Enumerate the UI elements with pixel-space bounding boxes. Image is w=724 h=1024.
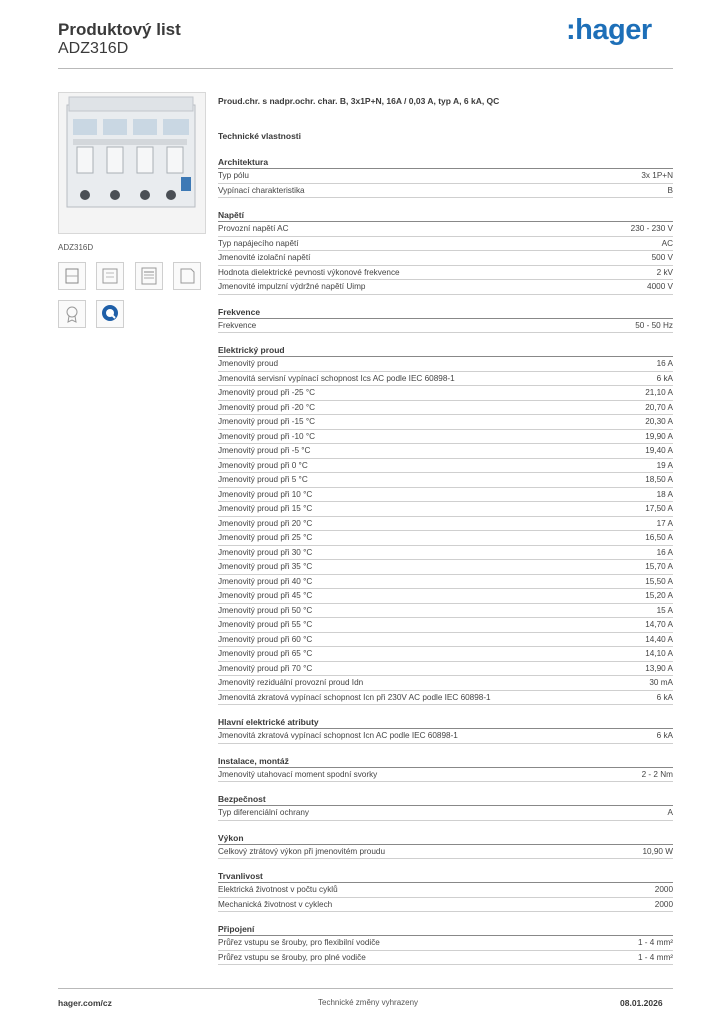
spec-row bbox=[218, 604, 673, 619]
spec-value: 6 kA bbox=[656, 373, 673, 383]
spec-value: 15,50 A bbox=[645, 576, 673, 586]
page-title: Produktový list bbox=[58, 20, 181, 39]
spec-row bbox=[218, 266, 673, 281]
spec-section bbox=[218, 871, 673, 912]
spec-row bbox=[218, 845, 673, 860]
footer-date: 08.01.2026 bbox=[620, 998, 663, 1008]
datasheet-icon[interactable] bbox=[135, 262, 163, 290]
spec-value: 10,90 W bbox=[642, 846, 673, 856]
spec-section bbox=[218, 717, 673, 744]
spec-label: Jmenovitý proud při 30 °C bbox=[218, 547, 313, 557]
footer-disclaimer: Technické změny vyhrazeny bbox=[318, 998, 419, 1007]
spec-row bbox=[218, 560, 673, 575]
quality-mark-icon[interactable] bbox=[96, 300, 124, 328]
section-title: Elektrický proud bbox=[218, 345, 673, 357]
spec-row bbox=[218, 357, 673, 372]
spec-value: 2000 bbox=[654, 899, 673, 909]
spec-value: 14,10 A bbox=[645, 649, 673, 658]
spec-section bbox=[218, 833, 673, 860]
spec-label: Jmenovitý proud při 50 °C bbox=[218, 605, 313, 615]
spec-label: Jmenovitý proud při -5 °C bbox=[218, 446, 311, 455]
footer-divider bbox=[58, 988, 673, 989]
spec-row bbox=[218, 662, 673, 677]
spec-label: Jmenovitý proud při 0 °C bbox=[218, 460, 308, 470]
spec-label: Jmenovitý proud při 5 °C bbox=[218, 475, 308, 484]
spec-label: Jmenovitý utahovací moment spodní svorky bbox=[218, 769, 378, 779]
spec-row bbox=[218, 184, 673, 199]
spec-row bbox=[218, 768, 673, 783]
wiring-diagram-icon[interactable] bbox=[96, 262, 124, 290]
spec-value: 2 kV bbox=[656, 267, 673, 277]
section-title: Architektura bbox=[218, 157, 673, 169]
product-description: Proud.chr. s nadpr.ochr. char. B, 3x1P+N, 16A / 0,03 A, typ A, 6 kA, QC bbox=[218, 96, 500, 106]
technical-properties-heading: Technické vlastnosti bbox=[218, 131, 301, 141]
spec-row bbox=[218, 488, 673, 503]
spec-value: 16 A bbox=[656, 359, 673, 368]
spec-value: 1 - 4 mm² bbox=[637, 952, 673, 962]
spec-label: Jmenovitý proud při 15 °C bbox=[218, 504, 313, 513]
spec-section bbox=[218, 157, 673, 198]
section-title: Hlavní elektrické atributy bbox=[218, 717, 673, 729]
spec-label: Jmenovitý reziduální provozní proud Idn bbox=[218, 678, 364, 687]
spec-label: Frekvence bbox=[218, 320, 257, 330]
spec-value: 16 A bbox=[656, 547, 673, 557]
spec-label: Jmenovité izolační napětí bbox=[218, 253, 311, 262]
spec-row bbox=[218, 444, 673, 459]
spec-label: Jmenovitý proud při -10 °C bbox=[218, 431, 316, 441]
spec-section bbox=[218, 307, 673, 334]
spec-label: Jmenovitý proud při 45 °C bbox=[218, 591, 313, 600]
spec-value: 2 - 2 Nm bbox=[641, 769, 673, 779]
spec-row bbox=[218, 502, 673, 517]
spec-row bbox=[218, 401, 673, 416]
spec-row bbox=[218, 589, 673, 604]
section-title: Trvanlivost bbox=[218, 871, 673, 883]
spec-row bbox=[218, 691, 673, 706]
spec-row bbox=[218, 575, 673, 590]
spec-row bbox=[218, 898, 673, 913]
header-divider bbox=[58, 68, 673, 69]
spec-label: Jmenovitý proud při 60 °C bbox=[218, 634, 313, 644]
spec-label: Jmenovitý proud při 10 °C bbox=[218, 489, 313, 499]
spec-row bbox=[218, 319, 673, 334]
spec-table bbox=[218, 157, 673, 977]
spec-label: Jmenovitý proud při -20 °C bbox=[218, 402, 316, 412]
spec-label: Hodnota dielektrické pevnosti výkonové frekvence bbox=[218, 267, 400, 277]
spec-value: 230 - 230 V bbox=[630, 224, 673, 233]
spec-row bbox=[218, 618, 673, 633]
spec-row bbox=[218, 430, 673, 445]
spec-label: Jmenovitá zkratová vypínací schopnost Icn při 230V AC podle IEC 60898-1 bbox=[218, 692, 491, 702]
product-code: ADZ316D bbox=[58, 40, 129, 57]
spec-value: 50 - 50 Hz bbox=[635, 320, 673, 330]
spec-label: Jmenovitý proud při -25 °C bbox=[218, 388, 316, 397]
spec-value: 15,20 A bbox=[645, 591, 673, 600]
spec-section bbox=[218, 210, 673, 295]
spec-value: 17,50 A bbox=[645, 504, 673, 513]
spec-label: Průřez vstupu se šrouby, pro plné vodiče bbox=[218, 952, 366, 962]
spec-row bbox=[218, 633, 673, 648]
spec-value: 21,10 A bbox=[645, 388, 673, 397]
spec-row bbox=[218, 517, 673, 532]
spec-label: Celkový ztrátový výkon při jmenovitém proudu bbox=[218, 846, 386, 856]
spec-section bbox=[218, 794, 673, 821]
spec-row bbox=[218, 372, 673, 387]
spec-label: Jmenovitý proud při 55 °C bbox=[218, 620, 313, 629]
spec-section bbox=[218, 756, 673, 783]
footer-website[interactable]: hager.com/cz bbox=[58, 998, 112, 1008]
spec-label: Typ napájecího napětí bbox=[218, 238, 299, 248]
spec-value: 13,90 A bbox=[645, 663, 673, 673]
spec-value: 17 A bbox=[656, 518, 673, 528]
spec-row bbox=[218, 222, 673, 237]
spec-value: 20,70 A bbox=[645, 402, 673, 412]
spec-label: Provozní napětí AC bbox=[218, 224, 289, 233]
section-title: Bezpečnost bbox=[218, 794, 673, 806]
spec-label: Jmenovitý proud bbox=[218, 359, 279, 368]
spec-value: B bbox=[667, 185, 673, 195]
spec-label: Vypínací charakteristika bbox=[218, 185, 305, 195]
spec-label: Jmenovitý proud při 70 °C bbox=[218, 663, 313, 673]
spec-row bbox=[218, 459, 673, 474]
spec-value: 16,50 A bbox=[645, 533, 673, 542]
spec-value: 20,30 A bbox=[645, 417, 673, 426]
spec-row bbox=[218, 531, 673, 546]
product-image bbox=[58, 92, 206, 234]
spec-value: 19,90 A bbox=[645, 431, 673, 441]
section-title: Frekvence bbox=[218, 307, 673, 319]
spec-value: 15,70 A bbox=[645, 562, 673, 571]
spec-section bbox=[218, 345, 673, 705]
spec-label: Jmenovitý proud při 20 °C bbox=[218, 518, 313, 528]
spec-row bbox=[218, 280, 673, 295]
spec-label: Typ pólu bbox=[218, 171, 249, 180]
spec-value: 30 mA bbox=[649, 678, 673, 687]
spec-value: 1 - 4 mm² bbox=[637, 938, 673, 947]
spec-label: Jmenovitý proud při 35 °C bbox=[218, 562, 313, 571]
spec-label: Typ diferenciální ochrany bbox=[218, 808, 310, 817]
hager-logo: :hager bbox=[566, 14, 652, 46]
spec-value: 4000 V bbox=[647, 282, 673, 291]
spec-label: Elektrická životnost v počtu cyklů bbox=[218, 885, 338, 894]
section-title: Připojení bbox=[218, 924, 673, 936]
dimension-drawing-icon[interactable] bbox=[58, 262, 86, 290]
section-title: Výkon bbox=[218, 833, 673, 845]
spec-label: Jmenovitý proud při -15 °C bbox=[218, 417, 316, 426]
spec-label: Jmenovité impulzní výdržné napětí Uimp bbox=[218, 282, 366, 291]
spec-value: 18 A bbox=[656, 489, 673, 499]
spec-label: Jmenovitý proud při 65 °C bbox=[218, 649, 313, 658]
spec-value: 500 V bbox=[651, 253, 673, 262]
image-caption: ADZ316D bbox=[58, 243, 94, 252]
spec-value: 14,40 A bbox=[645, 634, 673, 644]
spec-value: 18,50 A bbox=[645, 475, 673, 484]
spec-row bbox=[218, 806, 673, 821]
spec-label: Jmenovitý proud při 25 °C bbox=[218, 533, 313, 542]
spec-row bbox=[218, 473, 673, 488]
spec-section bbox=[218, 924, 673, 965]
spec-label: Mechanická životnost v cyklech bbox=[218, 899, 333, 909]
section-title: Napětí bbox=[218, 210, 673, 222]
spec-row bbox=[218, 647, 673, 662]
spec-row bbox=[218, 883, 673, 898]
cad-file-icon[interactable] bbox=[173, 262, 201, 290]
spec-value: 6 kA bbox=[656, 731, 673, 740]
spec-label: Jmenovitý proud při 40 °C bbox=[218, 576, 313, 586]
spec-row bbox=[218, 951, 673, 966]
spec-row bbox=[218, 237, 673, 252]
spec-row bbox=[218, 546, 673, 561]
spec-row bbox=[218, 729, 673, 744]
certificate-icon[interactable] bbox=[58, 300, 86, 328]
spec-label: Průřez vstupu se šrouby, pro flexibilní vodiče bbox=[218, 938, 380, 947]
spec-value: 15 A bbox=[656, 605, 673, 615]
spec-label: Jmenovitá servisní vypínací schopnost Ics AC podle IEC 60898-1 bbox=[218, 373, 455, 383]
spec-row bbox=[218, 169, 673, 184]
spec-value: A bbox=[667, 808, 673, 817]
spec-row bbox=[218, 251, 673, 266]
spec-label: Jmenovitá zkratová vypínací schopnost Icn AC podle IEC 60898-1 bbox=[218, 731, 458, 740]
section-title: Instalace, montáž bbox=[218, 756, 673, 768]
spec-value: 14,70 A bbox=[645, 620, 673, 629]
spec-row bbox=[218, 415, 673, 430]
spec-value: 2000 bbox=[654, 885, 673, 894]
spec-value: 3x 1P+N bbox=[641, 171, 673, 180]
spec-row bbox=[218, 936, 673, 951]
spec-value: 6 kA bbox=[656, 692, 673, 702]
spec-row bbox=[218, 676, 673, 691]
spec-value: 19 A bbox=[656, 460, 673, 470]
spec-value: 19,40 A bbox=[645, 446, 673, 455]
spec-value: AC bbox=[661, 238, 673, 248]
spec-row bbox=[218, 386, 673, 401]
